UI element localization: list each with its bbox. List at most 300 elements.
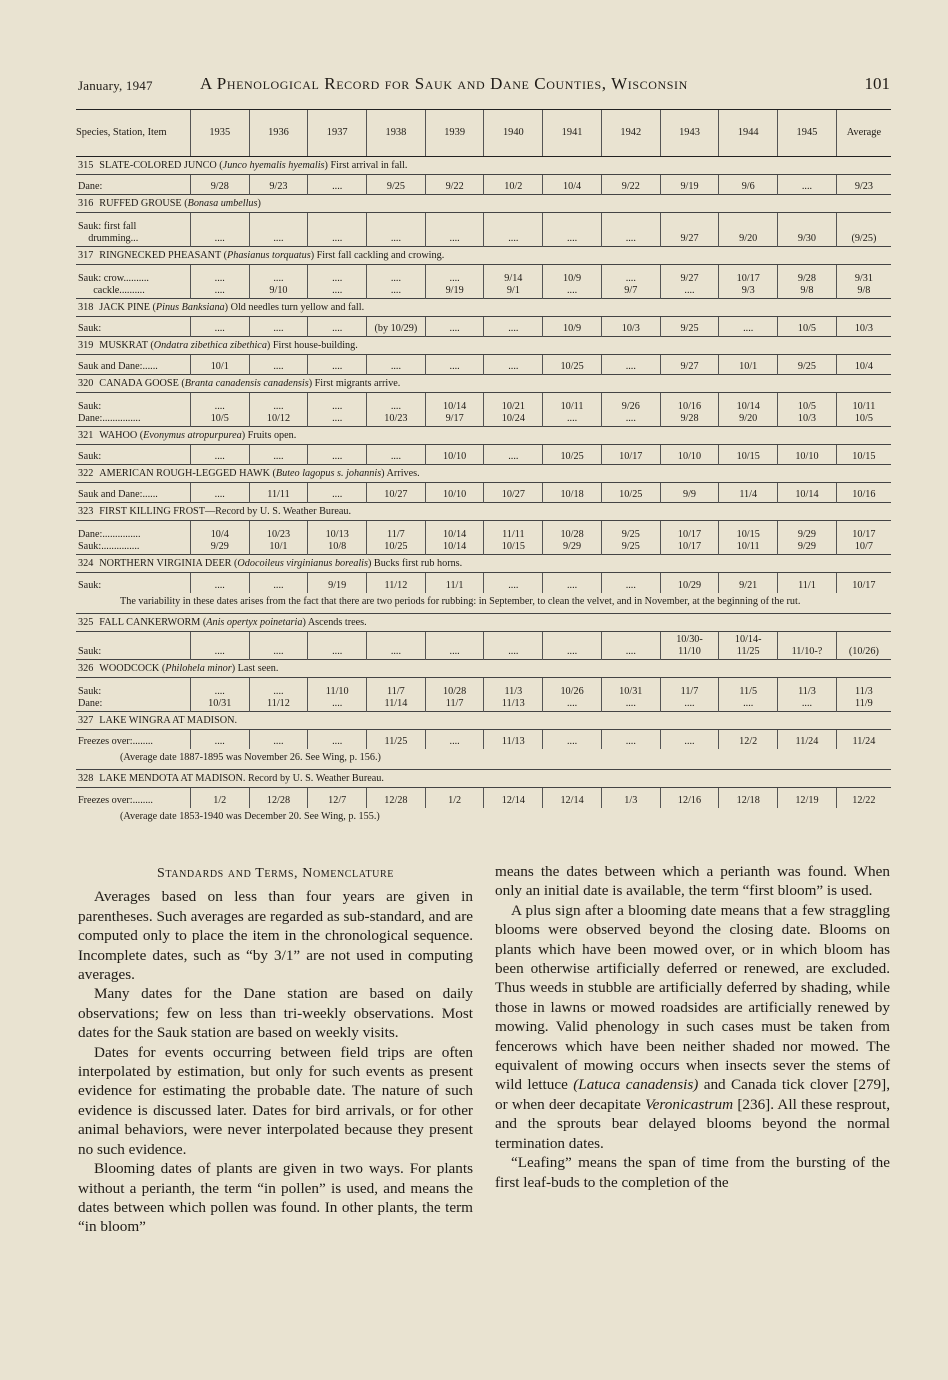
item-text: RINGNECKED PHEASANT ( <box>99 250 228 261</box>
year-cell: .... <box>308 445 367 465</box>
year-cell: .... <box>484 445 543 465</box>
item-text: ) Old needles turn yellow and fall. <box>224 302 365 313</box>
year-cell: 10/10 <box>778 445 837 465</box>
column-header: Average <box>836 110 891 157</box>
year-cell: 10/27 <box>484 483 543 503</box>
row-label: Dane: <box>78 181 103 192</box>
year-cell: 10/18 <box>543 483 602 503</box>
table-note-row <box>76 593 891 614</box>
year-cell: 10/26 .... <box>543 677 602 711</box>
row-label: Freezes over:........ <box>78 794 153 806</box>
year-cell: 10/28 11/7 <box>425 677 484 711</box>
column-header: 1944 <box>719 110 778 157</box>
year-cell: 10/2 <box>484 175 543 195</box>
item-heading-row <box>76 503 891 521</box>
paragraph: Dates for events occurring between field trips are often interpolated by estimation, but only for such events as present evidence for estimating the probable date. The nature of such evidence is discussed later. Dates for bird arrivals, or for other animal behaviors, were never interpolated because they present no such evidence. <box>78 1043 473 1158</box>
section-heading: Standards and Terms, Nomenclature <box>157 866 394 881</box>
row-label: Freezes over:........ <box>78 736 153 747</box>
year-cell: .... <box>484 573 543 593</box>
year-cell: 9/25 <box>778 355 837 375</box>
item-heading <box>76 247 891 265</box>
year-cell: 11/7 11/14 <box>367 677 426 711</box>
year-cell: 10/21 10/24 <box>484 393 543 427</box>
year-cell: 9/25 <box>660 317 719 337</box>
year-cell: 11/4 <box>719 483 778 503</box>
year-cell: 10/25 <box>543 445 602 465</box>
item-text: FIRST KILLING FROST—Record by U. S. Weather Bureau. <box>99 506 352 517</box>
year-cell: .... <box>425 729 484 749</box>
year-cell: .... 10/31 <box>190 677 249 711</box>
year-cell: 10/25 <box>543 355 602 375</box>
year-cell: .... <box>601 729 660 749</box>
year-cell: .... <box>425 317 484 337</box>
item-text: SLATE-COLORED JUNCO ( <box>99 160 223 171</box>
scientific-name: Anis opertyx poinetaria <box>206 616 303 628</box>
year-cell: .... <box>484 631 543 659</box>
year-cell: 9/28 9/8 <box>778 265 837 299</box>
item-heading <box>76 157 891 175</box>
item-number: 317 <box>78 250 94 261</box>
year-cell: 1/2 <box>190 788 249 808</box>
item-text: ) First house-building. <box>266 340 358 351</box>
paragraph: Averages based on less than four years are given in parentheses. Such averages are regarded as sub-standard, and are computed only to place the item in the chronological sequence. Incomplete dates, such as “by 3/1” are not used in computing averages. <box>78 888 473 984</box>
average-cell: 10/16 <box>836 483 891 503</box>
year-cell: 12/7 <box>308 788 367 808</box>
item-heading <box>76 555 891 573</box>
item-text: ) Fruits open. <box>241 430 297 441</box>
year-cell: 12/19 <box>778 788 837 808</box>
item-text: CANADA GOOSE ( <box>99 378 185 389</box>
year-cell: 10/17 <box>601 445 660 465</box>
year-cell: 10/3 <box>601 317 660 337</box>
year-cell: .... <box>308 355 367 375</box>
scientific-name: Bonasa umbellus <box>187 198 258 209</box>
year-cell: 9/9 <box>660 483 719 503</box>
table-row <box>76 393 891 427</box>
item-heading-row <box>76 465 891 483</box>
year-cell: 10/14- 11/25 <box>719 631 778 659</box>
issue-date: January, 1947 <box>78 78 153 93</box>
column-header: 1940 <box>484 110 543 157</box>
item-heading-row <box>76 711 891 729</box>
year-cell: .... <box>484 355 543 375</box>
year-cell: .... <box>249 445 308 465</box>
item-number: 328 <box>78 773 94 784</box>
year-cell: 9/23 <box>249 175 308 195</box>
average-cell: 10/11 10/5 <box>836 393 891 427</box>
item-number: 315 <box>78 160 94 171</box>
year-cell: .... <box>543 573 602 593</box>
average-cell: 9/31 9/8 <box>836 265 891 299</box>
average-cell: 9/23 <box>836 175 891 195</box>
table-note: (Average date 1853-1940 was December 20. See Wing, p. 155.) <box>120 810 380 822</box>
item-heading <box>76 770 891 788</box>
phenology-table <box>76 109 891 828</box>
item-text: LAKE WINGRA AT MADISON. <box>99 714 238 726</box>
item-heading <box>76 503 891 521</box>
year-cell: .... <box>601 631 660 659</box>
year-cell: 10/14 9/17 <box>425 393 484 427</box>
average-cell: (10/26) <box>836 631 891 659</box>
table-row <box>76 788 891 808</box>
item-text: WOODCOCK ( <box>99 662 166 674</box>
year-cell: .... <box>601 355 660 375</box>
scientific-name: Buteo lagopus s. johannis <box>275 468 382 479</box>
paragraph: Many dates for the Dane station are based on daily observations; few on less than tri-weekly observations. Most dates for the Sauk station are based on weekly visits. <box>78 985 473 1042</box>
scientific-name: Junco hyemalis hyemalis <box>222 160 325 171</box>
item-text: ) First fall cackling and crowing. <box>310 250 445 261</box>
table-row <box>76 573 891 593</box>
year-cell: .... <box>543 631 602 659</box>
average-cell: 10/17 <box>836 573 891 593</box>
item-heading <box>76 299 891 317</box>
year-cell: 11/24 <box>778 729 837 749</box>
year-cell: .... <box>308 175 367 195</box>
year-cell: .... <box>190 317 249 337</box>
item-text: LAKE MENDOTA AT MADISON. Record by U. S. Weather Bureau. <box>99 773 384 784</box>
year-cell: .... <box>601 573 660 593</box>
average-cell: 11/24 <box>836 729 891 749</box>
table-note: (Average date 1887-1895 was November 26. See Wing, p. 156.) <box>120 752 381 763</box>
year-cell: .... 10/12 <box>249 393 308 427</box>
year-cell: 12/14 <box>543 788 602 808</box>
year-cell: 11/10-? <box>778 631 837 659</box>
column-header: 1942 <box>601 110 660 157</box>
year-cell: .... <box>308 213 367 247</box>
year-cell: 9/29 9/29 <box>778 521 837 555</box>
year-cell: .... <box>367 355 426 375</box>
scientific-name: Philohela minor <box>165 662 232 674</box>
row-label: Sauk: first fall drumming... <box>78 221 139 244</box>
year-cell: 9/26 .... <box>601 393 660 427</box>
year-cell: (by 10/29) <box>367 317 426 337</box>
year-cell: .... 9/7 <box>601 265 660 299</box>
year-cell: 9/27 <box>660 213 719 247</box>
item-text: ) Arrives. <box>381 468 420 479</box>
year-cell: .... <box>190 573 249 593</box>
year-cell: .... <box>367 213 426 247</box>
year-cell: 11/25 <box>367 729 426 749</box>
paragraph: means the dates between which a perianth was found. When only an initial date is available, the term “first bloom” is used. <box>495 863 890 900</box>
column-header: 1939 <box>425 110 484 157</box>
row-label: Sauk: crow.......... cackle.......... <box>78 273 149 296</box>
item-heading <box>76 195 891 213</box>
year-cell: 12/28 <box>249 788 308 808</box>
year-cell: 10/28 9/29 <box>543 521 602 555</box>
column-header: 1935 <box>190 110 249 157</box>
text-run: A plus sign after a blooming date means that a few straggling blooms were observed beyond the closing date. Blooms on plants which have been mowed over, or in which bloom has been otherwise artificially deferred or renewed, are excluded. Thus weeds in stubble are artificially deferred by shading, while those in lawns or mowed roadsides are artificially renewed by mowing. Valid phenology in such cases must be taken from fencerows which have been neither shaded nor mowed. The equivalent of mowing occurs when insects sever the stems of wild lettuce <box>495 901 890 1094</box>
item-number: 318 <box>78 302 94 313</box>
year-cell: 9/14 9/1 <box>484 265 543 299</box>
year-cell: 10/14 10/14 <box>425 521 484 555</box>
year-cell: 1/2 <box>425 788 484 808</box>
year-cell: .... 10/23 <box>367 393 426 427</box>
left-column <box>78 862 473 1237</box>
item-number: 321 <box>78 430 94 441</box>
year-cell: 10/13 10/8 <box>308 521 367 555</box>
item-number: 324 <box>78 558 94 569</box>
year-cell: .... <box>719 317 778 337</box>
page-number: 101 <box>864 74 890 93</box>
paragraph: “Leafing” means the span of time from the bursting of the first leaf-buds to the completion of the <box>495 1154 890 1191</box>
year-cell: 10/5 10/3 <box>778 393 837 427</box>
text-run: [236]. All these resprout, and the sprouts bear delayed blooms beyond the normal termination dates. <box>495 1095 890 1152</box>
scientific-name: (Latuca canadensis) <box>573 1076 699 1094</box>
year-cell: .... .... <box>308 265 367 299</box>
average-cell: 12/22 <box>836 788 891 808</box>
year-cell: .... <box>249 213 308 247</box>
table-note-row <box>76 749 891 770</box>
row-label: Sauk: <box>78 579 102 591</box>
average-cell: 10/17 10/7 <box>836 521 891 555</box>
item-heading-row <box>76 157 891 175</box>
running-head <box>78 74 890 96</box>
column-header-species: Species, Station, Item <box>76 110 190 157</box>
year-cell: .... <box>425 631 484 659</box>
year-cell: .... <box>249 355 308 375</box>
item-heading-row <box>76 247 891 265</box>
table-row <box>76 445 891 465</box>
year-cell: .... <box>601 213 660 247</box>
scientific-name: Evonymus atropurpurea <box>143 430 242 441</box>
year-cell: 1/3 <box>601 788 660 808</box>
scientific-name: Odocoileus virginianus borealis <box>237 558 368 569</box>
row-label: Sauk and Dane:...... <box>78 489 158 500</box>
item-heading-row <box>76 427 891 445</box>
row-label: Sauk: <box>78 323 102 334</box>
scientific-name: Branta canadensis canadensis <box>184 378 309 389</box>
year-cell: .... <box>249 729 308 749</box>
year-cell: .... <box>778 175 837 195</box>
year-cell: 11/11 <box>249 483 308 503</box>
year-cell: .... <box>308 317 367 337</box>
table-row <box>76 355 891 375</box>
column-header: 1938 <box>367 110 426 157</box>
year-cell: .... <box>367 631 426 659</box>
column-header: 1943 <box>660 110 719 157</box>
year-cell: 10/11 .... <box>543 393 602 427</box>
year-cell: .... <box>190 483 249 503</box>
item-number: 322 <box>78 468 94 479</box>
year-cell: .... <box>484 317 543 337</box>
year-cell: 9/25 9/25 <box>601 521 660 555</box>
year-cell: .... <box>543 213 602 247</box>
article-title: A Phenological Record for Sauk and Dane Counties, Wisconsin <box>200 74 688 93</box>
item-text: WAHOO ( <box>99 430 144 441</box>
item-text: RUFFED GROUSE ( <box>99 198 188 209</box>
year-cell: 9/19 <box>660 175 719 195</box>
year-cell: 11/10 .... <box>308 677 367 711</box>
item-heading-row <box>76 337 891 355</box>
year-cell: 10/10 <box>660 445 719 465</box>
year-cell: 10/16 9/28 <box>660 393 719 427</box>
item-number: 320 <box>78 378 94 389</box>
year-cell: .... 11/12 <box>249 677 308 711</box>
year-cell: 10/1 <box>719 355 778 375</box>
table-row <box>76 213 891 247</box>
item-text: ) First migrants arrive. <box>308 378 401 389</box>
item-heading-row <box>76 613 891 631</box>
item-heading-row <box>76 555 891 573</box>
year-cell: 11/7 10/25 <box>367 521 426 555</box>
year-cell: 10/27 <box>367 483 426 503</box>
year-cell: 10/4 <box>543 175 602 195</box>
scientific-name: Pinus Banksiana <box>155 302 225 313</box>
year-cell: 9/20 <box>719 213 778 247</box>
year-cell: 10/17 10/17 <box>660 521 719 555</box>
year-cell: 10/29 <box>660 573 719 593</box>
item-heading <box>76 427 891 445</box>
year-cell: 10/14 9/20 <box>719 393 778 427</box>
item-text: JACK PINE ( <box>99 302 156 313</box>
column-header: 1945 <box>778 110 837 157</box>
year-cell: .... <box>308 729 367 749</box>
table-row <box>76 265 891 299</box>
year-cell: 12/14 <box>484 788 543 808</box>
item-heading <box>76 711 891 729</box>
year-cell: .... <box>190 631 249 659</box>
year-cell: 9/22 <box>601 175 660 195</box>
item-number: 316 <box>78 198 94 209</box>
paragraph: Blooming dates of plants are given in two ways. For plants without a perianth, the term “in pollen” is used, and means the dates between which pollen was found. In other plants, the term “in bloom” <box>78 1160 473 1236</box>
year-cell: .... <box>190 213 249 247</box>
year-cell: 9/22 <box>425 175 484 195</box>
year-cell: 10/10 <box>425 445 484 465</box>
year-cell: 9/25 <box>367 175 426 195</box>
year-cell: .... <box>543 729 602 749</box>
year-cell: 10/17 9/3 <box>719 265 778 299</box>
item-heading <box>76 375 891 393</box>
year-cell: 9/28 <box>190 175 249 195</box>
row-label: Sauk: Dane: <box>78 685 103 709</box>
year-cell: .... <box>249 631 308 659</box>
year-cell: .... <box>249 573 308 593</box>
year-cell: 10/30- 11/10 <box>660 631 719 659</box>
average-cell: 10/3 <box>836 317 891 337</box>
scientific-name: Phasianus torquatus <box>227 250 311 261</box>
year-cell: .... <box>308 483 367 503</box>
year-cell: 10/15 10/11 <box>719 521 778 555</box>
table-row <box>76 631 891 659</box>
year-cell: .... <box>190 445 249 465</box>
item-text: ) Bucks first rub horns. <box>367 558 463 569</box>
table-header-row <box>76 110 891 157</box>
item-heading <box>76 465 891 483</box>
year-cell: 10/1 <box>190 355 249 375</box>
item-heading <box>76 659 891 677</box>
year-cell: 11/3 11/13 <box>484 677 543 711</box>
item-text: ) Ascends trees. <box>302 616 367 628</box>
average-cell: 10/4 <box>836 355 891 375</box>
year-cell: .... .... <box>367 265 426 299</box>
scientific-name: Ondatra zibethica zibethica <box>153 340 267 351</box>
table-note: The variability in these dates arises from the fact that there are two periods for rubbing: in September, to clean the velvet, and in November, at the beginning of the rut. <box>120 595 801 607</box>
row-label: Sauk: <box>78 645 102 657</box>
table-row <box>76 677 891 711</box>
table-note-row <box>76 808 891 828</box>
year-cell: 9/21 <box>719 573 778 593</box>
item-text: ) <box>257 198 261 209</box>
year-cell: 11/13 <box>484 729 543 749</box>
column-header: 1941 <box>543 110 602 157</box>
year-cell: 10/14 <box>778 483 837 503</box>
year-cell: 9/19 <box>308 573 367 593</box>
year-cell: 9/6 <box>719 175 778 195</box>
item-number: 327 <box>78 714 94 726</box>
item-heading-row <box>76 770 891 788</box>
year-cell: 12/28 <box>367 788 426 808</box>
item-heading-row <box>76 195 891 213</box>
item-number: 323 <box>78 506 94 517</box>
average-cell: (9/25) <box>836 213 891 247</box>
year-cell: 11/11 10/15 <box>484 521 543 555</box>
row-label: Sauk and Dane:...... <box>78 361 158 372</box>
year-cell: .... <box>367 445 426 465</box>
row-label: Dane:............... Sauk:............... <box>78 529 141 552</box>
column-header: 1937 <box>308 110 367 157</box>
year-cell: .... .... <box>190 265 249 299</box>
item-heading-row <box>76 375 891 393</box>
paragraph <box>495 901 890 1153</box>
year-cell: .... .... <box>308 393 367 427</box>
year-cell: 12/16 <box>660 788 719 808</box>
item-heading-row <box>76 299 891 317</box>
item-text: MUSKRAT ( <box>99 340 154 351</box>
item-text: ) First arrival in fall. <box>324 160 408 171</box>
year-cell: 9/27 .... <box>660 265 719 299</box>
year-cell: 11/1 <box>778 573 837 593</box>
year-cell: 11/5 .... <box>719 677 778 711</box>
right-column <box>495 862 890 1192</box>
average-cell: 11/3 11/9 <box>836 677 891 711</box>
item-number: 326 <box>78 662 94 674</box>
year-cell: 10/31 .... <box>601 677 660 711</box>
year-cell: 12/18 <box>719 788 778 808</box>
year-cell: .... 10/5 <box>190 393 249 427</box>
year-cell: 9/30 <box>778 213 837 247</box>
table-row <box>76 521 891 555</box>
year-cell: .... <box>484 213 543 247</box>
item-heading <box>76 613 891 631</box>
year-cell: 10/4 9/29 <box>190 521 249 555</box>
year-cell: 10/9 <box>543 317 602 337</box>
year-cell: .... <box>425 213 484 247</box>
year-cell: 10/15 <box>719 445 778 465</box>
table-row <box>76 175 891 195</box>
average-cell: 10/15 <box>836 445 891 465</box>
year-cell: .... 9/10 <box>249 265 308 299</box>
year-cell: .... 9/19 <box>425 265 484 299</box>
year-cell: 10/25 <box>601 483 660 503</box>
year-cell: .... <box>249 317 308 337</box>
year-cell: 10/10 <box>425 483 484 503</box>
table-row <box>76 729 891 749</box>
item-text: ) Last seen. <box>231 662 279 674</box>
row-label: Sauk: Dane:............... <box>78 401 141 424</box>
year-cell: .... <box>190 729 249 749</box>
item-text: FALL CANKERWORM ( <box>99 616 207 628</box>
column-header: 1936 <box>249 110 308 157</box>
year-cell: 11/1 <box>425 573 484 593</box>
year-cell: 9/27 <box>660 355 719 375</box>
scientific-name: Veronicastrum <box>645 1095 734 1113</box>
table-row <box>76 317 891 337</box>
item-heading-row <box>76 659 891 677</box>
item-number: 325 <box>78 616 94 628</box>
year-cell: 11/7 .... <box>660 677 719 711</box>
year-cell: 11/12 <box>367 573 426 593</box>
year-cell: .... <box>425 355 484 375</box>
